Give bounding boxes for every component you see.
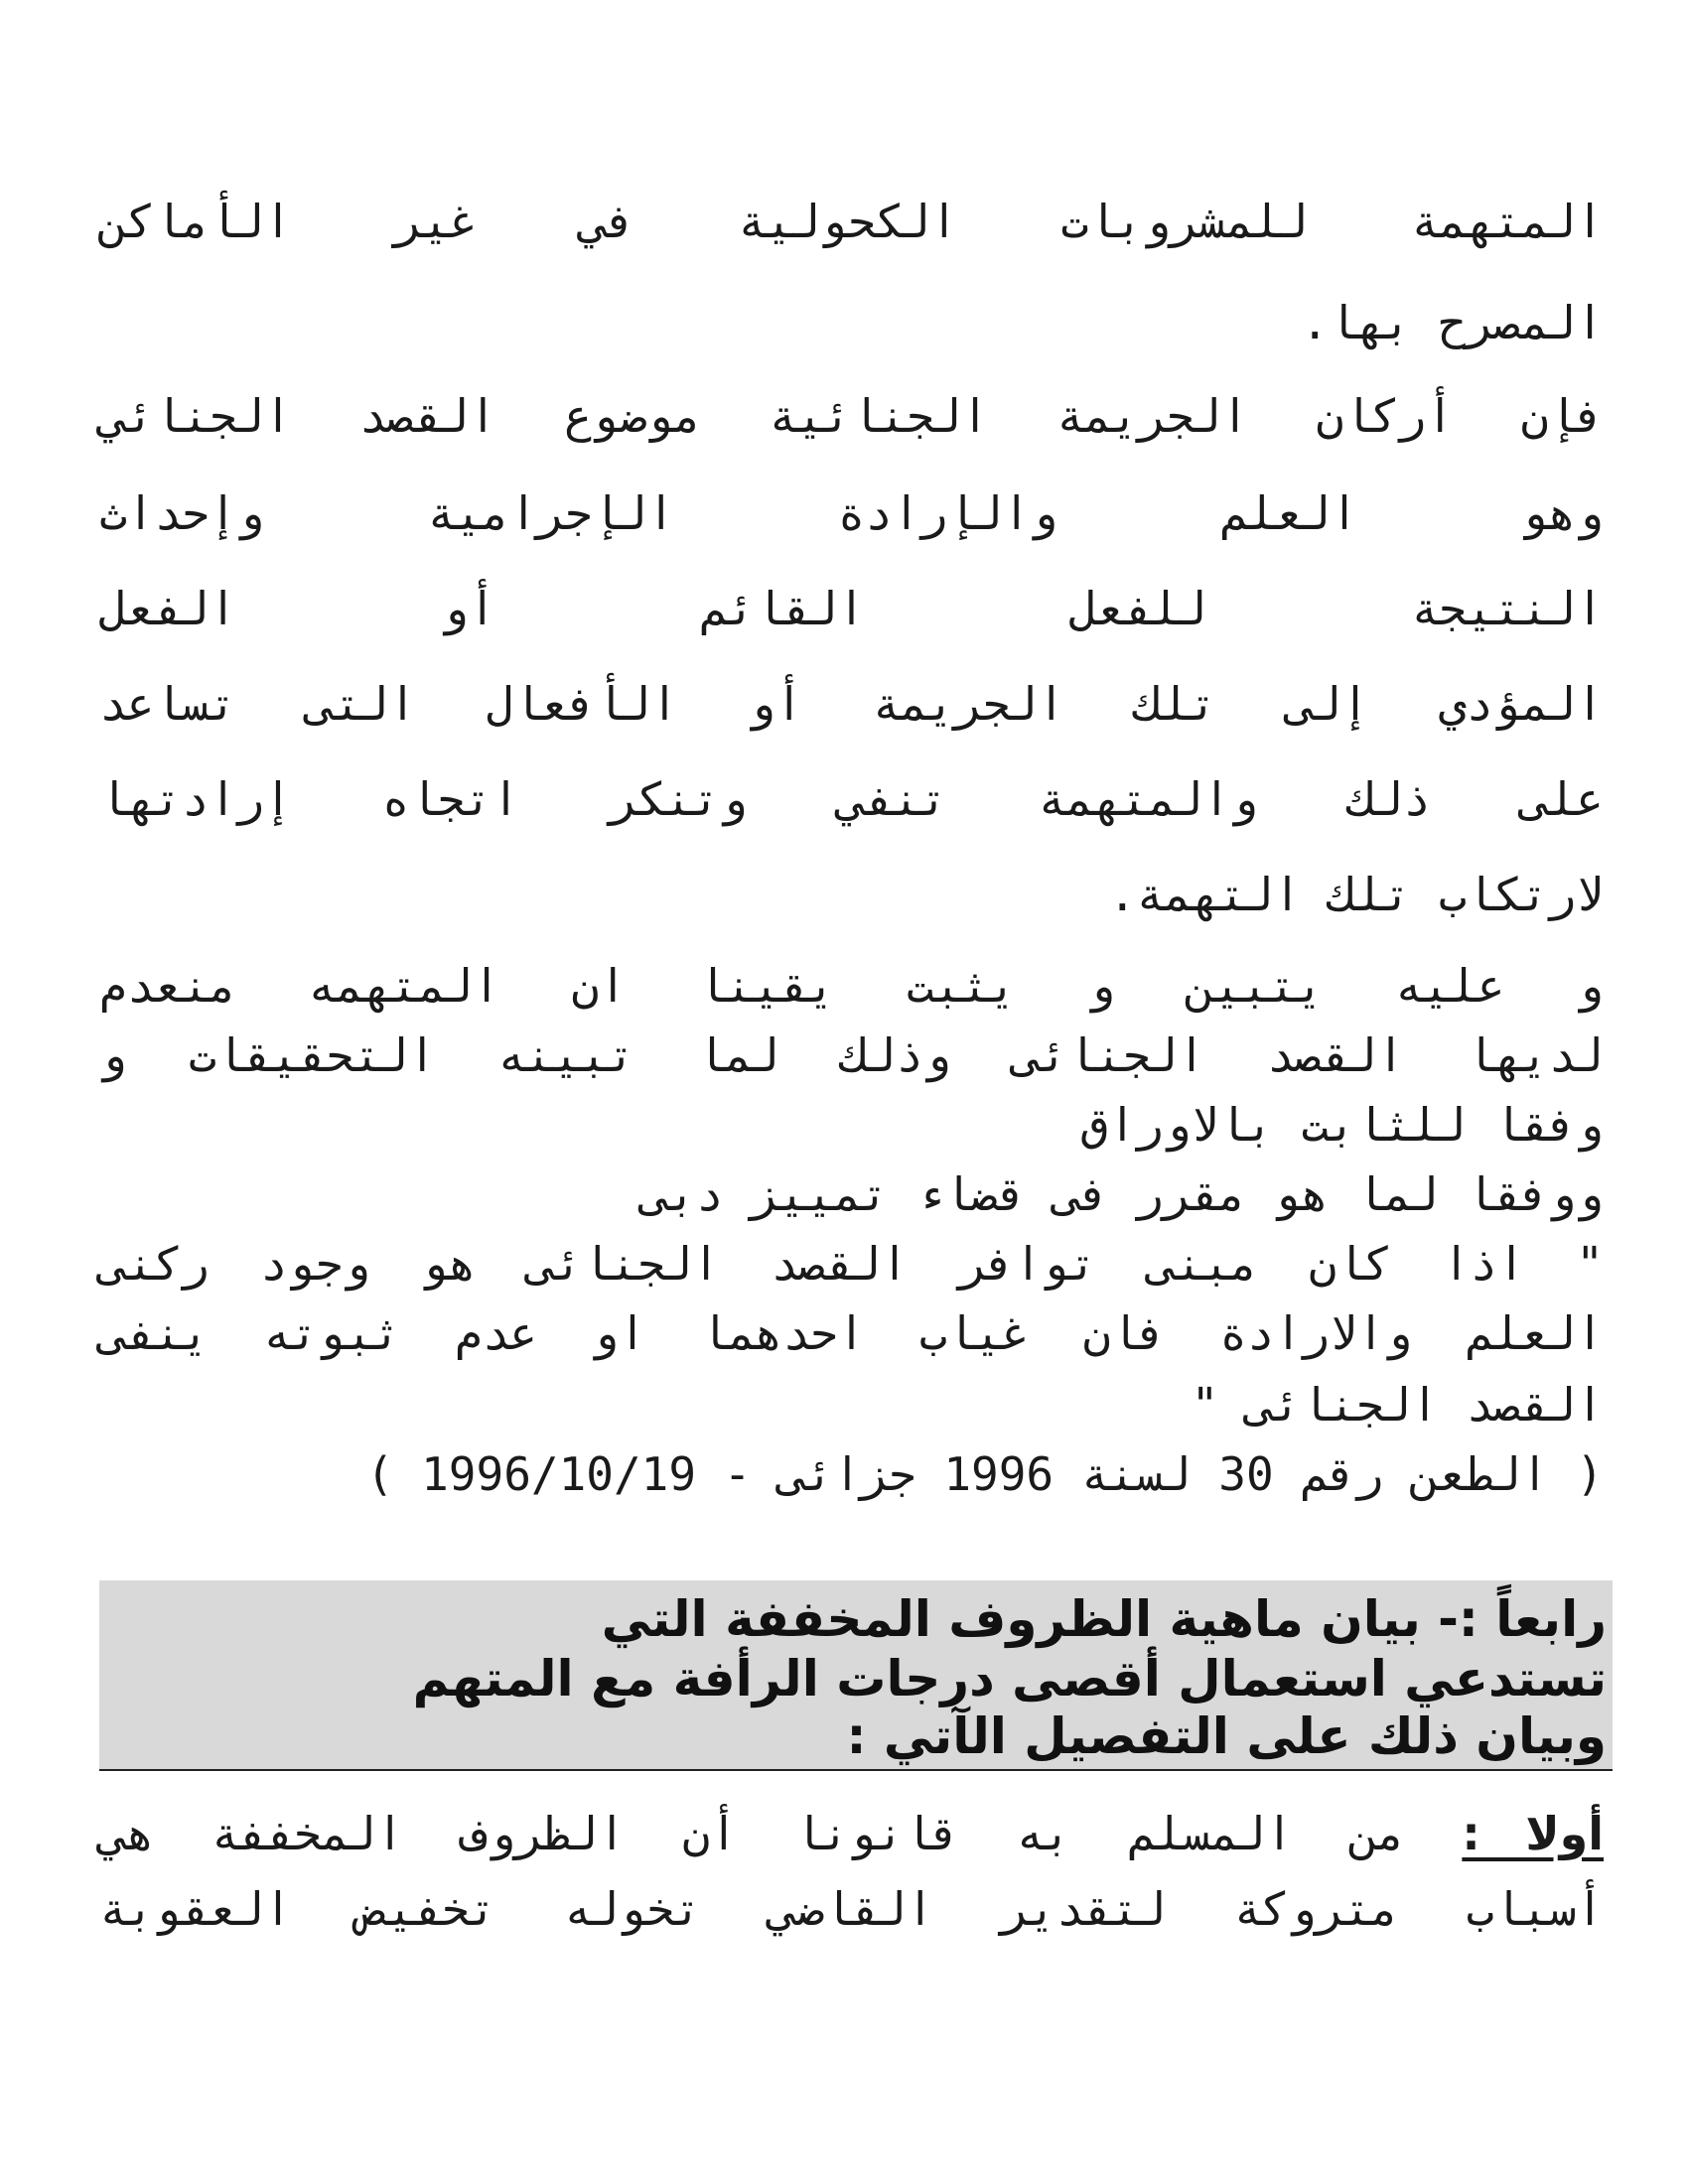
text-line: ووفقا لما هو مقرر فى قضاء تمييز دبى xyxy=(640,1167,1604,1221)
text-line: المتهمة للمشروبات الكحولية في غير الأماكن xyxy=(99,195,1604,248)
text-line: لديها القصد الجنائى وذلك لما تبينه التحقيقات و xyxy=(99,1028,1604,1082)
text-line: النتيجة للفعل القائم أو الفعل xyxy=(99,582,1604,635)
text-line: فإن أركان الجريمة الجنائية موضوع القصد الجنائي xyxy=(99,389,1604,443)
text-line: أسباب متروكة لتقدير القاضي تخوله تخفيض العقوبة xyxy=(99,1882,1604,1936)
quote-line: القصد الجنائى " xyxy=(1191,1378,1604,1432)
section-heading-box xyxy=(99,1580,1613,1771)
citation-reference: ( الطعن رقم 30 لسنة 1996 جزائى - 1996/10/19 ) xyxy=(365,1447,1604,1501)
section-heading-line: رابعاً :- بيان ماهية الظروف المخففة التي xyxy=(601,1590,1607,1648)
text-line: وهو العلم والإرادة الإجرامية وإحداث xyxy=(99,486,1604,540)
text-line xyxy=(99,1807,1604,1860)
quote-line: العلم والارادة فان غياب احدهما او عدم ثبوته ينفى xyxy=(99,1306,1604,1360)
text-line: المصرح بها. xyxy=(1301,296,1604,349)
text-line: و عليه يتبين و يثبت يقينا ان المتهمه منعدم xyxy=(99,959,1604,1013)
text-line: على ذلك والمتهمة تنفي وتنكر اتجاه إرادتها xyxy=(99,772,1604,826)
text-line: لارتكاب تلك التهمة. xyxy=(1108,868,1604,921)
text-line: وفقا للثابت بالاوراق xyxy=(1080,1098,1604,1152)
item-label: أولا : xyxy=(1462,1807,1604,1860)
quote-line: " اذا كان مبنى توافر القصد الجنائى هو وجود ركنى xyxy=(99,1237,1604,1291)
text-line: المؤدي إلى تلك الجريمة أو الأفعال التى تساعد xyxy=(99,677,1604,731)
section-heading-line: تستدعي استعمال أقصى درجات الرأفة مع المتهم xyxy=(412,1650,1607,1707)
text-span: من المسلم به قانونا أن الظروف المخففة هي xyxy=(99,1807,1406,1860)
section-heading-line: وبيان ذلك على التفصيل الآتي : xyxy=(846,1707,1607,1765)
